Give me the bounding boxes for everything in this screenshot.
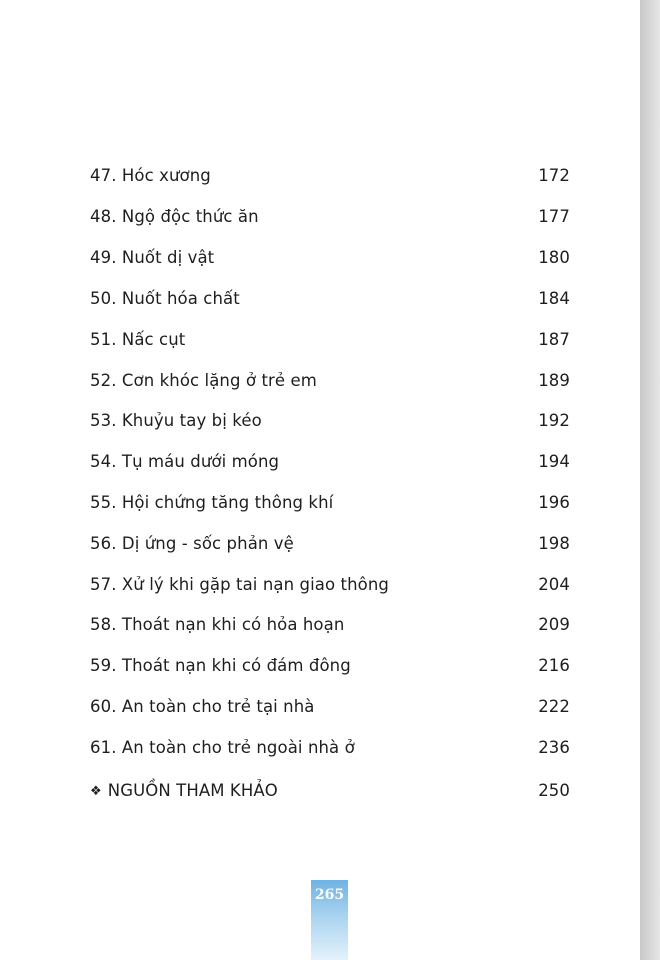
toc-entry — [90, 245, 570, 269]
toc-entry-page: 187 — [538, 329, 570, 349]
toc-entry-title: 51. Nấc cụt — [90, 329, 186, 349]
toc-entry-page: 180 — [538, 247, 570, 267]
toc-entry — [90, 612, 570, 636]
toc-entry-title: 47. Hóc xương — [90, 165, 211, 185]
toc-entry — [90, 327, 570, 351]
toc-entry — [90, 408, 570, 432]
toc-entry-title: 50. Nuốt hóa chất — [90, 288, 240, 308]
toc-entry-title: 52. Cơn khóc lặng ở trẻ em — [90, 370, 317, 390]
toc-entry-title: 58. Thoát nạn khi có hỏa hoạn — [90, 614, 345, 634]
toc-references-page: 250 — [538, 780, 570, 800]
toc-entry-title: 55. Hội chứng tăng thông khí — [90, 492, 334, 512]
toc-entry-page: 194 — [538, 451, 570, 471]
toc-entry-page: 198 — [538, 533, 570, 553]
toc-entry-page: 196 — [538, 492, 570, 512]
page-number: 265 — [314, 887, 345, 903]
toc-entry-page: 222 — [538, 696, 570, 716]
toc-entry — [90, 163, 570, 187]
toc-entry-page: 236 — [538, 737, 570, 757]
toc-entry — [90, 572, 570, 596]
toc-entry-page: 192 — [538, 410, 570, 430]
toc-entry — [90, 735, 570, 759]
toc-entry — [90, 449, 570, 473]
toc-entry — [90, 694, 570, 718]
toc-entry — [90, 653, 570, 677]
toc-entry-title: 59. Thoát nạn khi có đám đông — [90, 655, 351, 675]
toc-entry-title: 57. Xử lý khi gặp tai nạn giao thông — [90, 574, 389, 594]
toc-entry-page: 177 — [538, 206, 570, 226]
toc-references-entry — [90, 778, 570, 802]
toc-references-title-wrap — [90, 781, 278, 800]
toc-entry-page: 184 — [538, 288, 570, 308]
toc-entry-title: 56. Dị ứng - sốc phản vệ — [90, 533, 294, 553]
toc-entry-title: 53. Khuỷu tay bị kéo — [90, 410, 262, 430]
toc-entry-title: 60. An toàn cho trẻ tại nhà — [90, 696, 315, 716]
toc-entry-title: 49. Nuốt dị vật — [90, 247, 215, 267]
toc-entry — [90, 204, 570, 228]
toc-entry-title: 48. Ngộ độc thức ăn — [90, 206, 259, 226]
toc-entry — [90, 531, 570, 555]
toc-entry-page: 209 — [538, 614, 570, 634]
toc-entry — [90, 368, 570, 392]
toc-entry-page: 216 — [538, 655, 570, 675]
toc-entry-page: 204 — [538, 574, 570, 594]
toc-entry-title: 61. An toàn cho trẻ ngoài nhà ở — [90, 737, 355, 757]
toc-references-title: NGUỒN THAM KHẢO — [107, 780, 278, 800]
toc-entry — [90, 490, 570, 514]
toc-entry-page: 189 — [538, 370, 570, 390]
toc-entry-page: 172 — [538, 165, 570, 185]
toc-entry-title: 54. Tụ máu dưới móng — [90, 451, 280, 471]
toc-entry — [90, 286, 570, 310]
page-edge-shadow — [640, 0, 660, 960]
diamond-bullet-icon: ❖ — [90, 783, 102, 799]
